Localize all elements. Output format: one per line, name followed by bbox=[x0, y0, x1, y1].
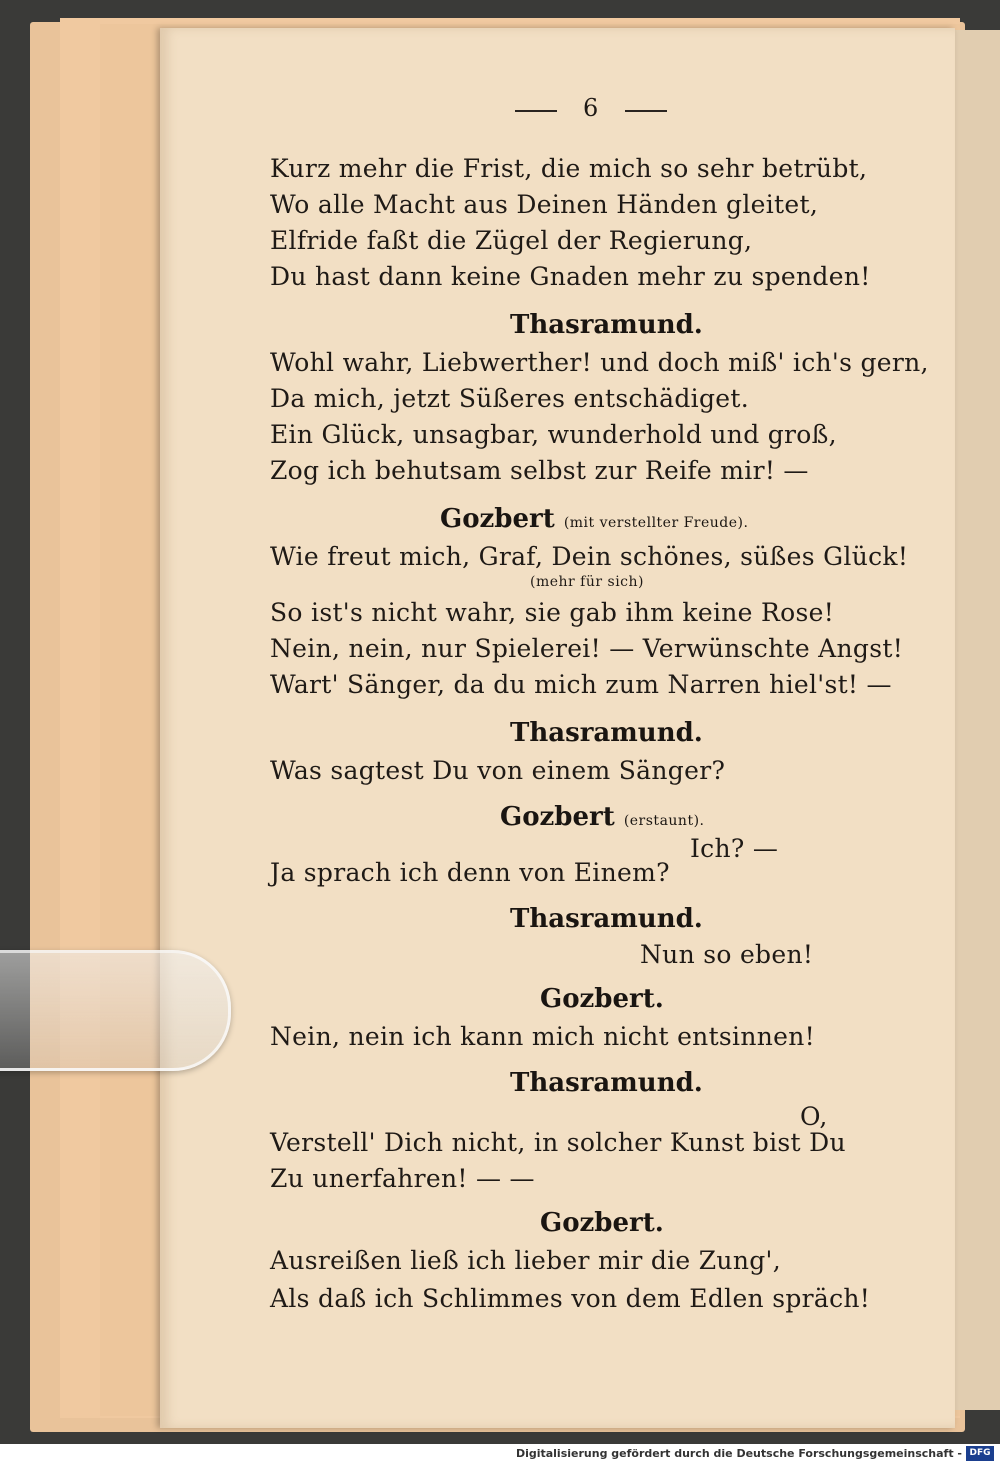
verse-line: Wo alle Macht aus Deinen Händen gleitet, bbox=[270, 190, 819, 219]
dfg-logo: DFG bbox=[966, 1446, 994, 1461]
verse-line: Verstell' Dich nicht, in solcher Kunst bist Du bbox=[270, 1128, 846, 1157]
verse-line: Elfride faßt die Zügel der Regierung, bbox=[270, 226, 753, 255]
stage-direction: (mit verstellter Freude). bbox=[563, 515, 749, 531]
verse-line: Zu unerfahren! — — bbox=[270, 1164, 535, 1193]
verse-line: Ausreißen ließ ich lieber mir die Zung', bbox=[270, 1246, 781, 1275]
verse-line: Als daß ich Schlimmes von dem Edlen spräch! bbox=[270, 1284, 871, 1313]
verse-line: Kurz mehr die Frist, die mich so sehr betrübt, bbox=[270, 154, 868, 183]
speaker-name: Thasramund. bbox=[510, 310, 703, 340]
verse-line: Ich? — bbox=[690, 834, 779, 863]
verse-line: Zog ich behutsam selbst zur Reife mir! — bbox=[270, 456, 809, 485]
verse-line: Wart' Sänger, da du mich zum Narren hiel'st! — bbox=[270, 670, 892, 699]
verse-line: Nein, nein ich kann mich nicht entsinnen! bbox=[270, 1022, 816, 1051]
verse-line: Nun so eben! bbox=[640, 940, 814, 969]
verse-line: Ja sprach ich denn von Einem? bbox=[270, 858, 670, 887]
verse-line: Wohl wahr, Liebwerther! und doch miß' ich's gern, bbox=[270, 348, 929, 377]
stage-direction: (mehr für sich) bbox=[530, 574, 645, 590]
verse-line: Was sagtest Du von einem Sänger? bbox=[270, 756, 726, 785]
speaker-name: Gozbert bbox=[440, 504, 555, 534]
speaker-name: Gozbert. bbox=[540, 984, 664, 1014]
verse-line: Da mich, jetzt Süßeres entschädiget. bbox=[270, 384, 749, 413]
verse-line: Du hast dann keine Gnaden mehr zu spenden! bbox=[270, 262, 871, 291]
page-number-rule-right bbox=[625, 110, 667, 112]
footer-bar bbox=[0, 1444, 1000, 1464]
verse-line: Ein Glück, unsagbar, wunderhold und groß, bbox=[270, 420, 837, 449]
page-number-rule-left bbox=[515, 110, 557, 112]
speaker-name: Thasramund. bbox=[510, 718, 703, 748]
speaker-line bbox=[440, 504, 748, 534]
page-number: 6 bbox=[583, 94, 599, 122]
next-page-edge bbox=[950, 30, 1000, 1410]
speaker-name: Thasramund. bbox=[510, 904, 703, 934]
speaker-name: Thasramund. bbox=[510, 1068, 703, 1098]
page-clip bbox=[0, 950, 231, 1071]
stage-direction: (erstaunt). bbox=[623, 813, 705, 829]
verse-line: Nein, nein, nur Spielerei! — Verwünschte Angst! bbox=[270, 634, 904, 663]
speaker-line bbox=[500, 802, 704, 832]
speaker-name: Gozbert bbox=[500, 802, 615, 832]
book-page bbox=[160, 28, 955, 1428]
speaker-name: Gozbert. bbox=[540, 1208, 664, 1238]
verse-line: Wie freut mich, Graf, Dein schönes, süßes Glück! bbox=[270, 542, 909, 571]
verse-line: O, bbox=[800, 1102, 828, 1131]
footer-credit: Digitalisierung gefördert durch die Deutsche Forschungsgemeinschaft - bbox=[515, 1447, 962, 1460]
verse-line: So ist's nicht wahr, sie gab ihm keine Rose! bbox=[270, 598, 835, 627]
